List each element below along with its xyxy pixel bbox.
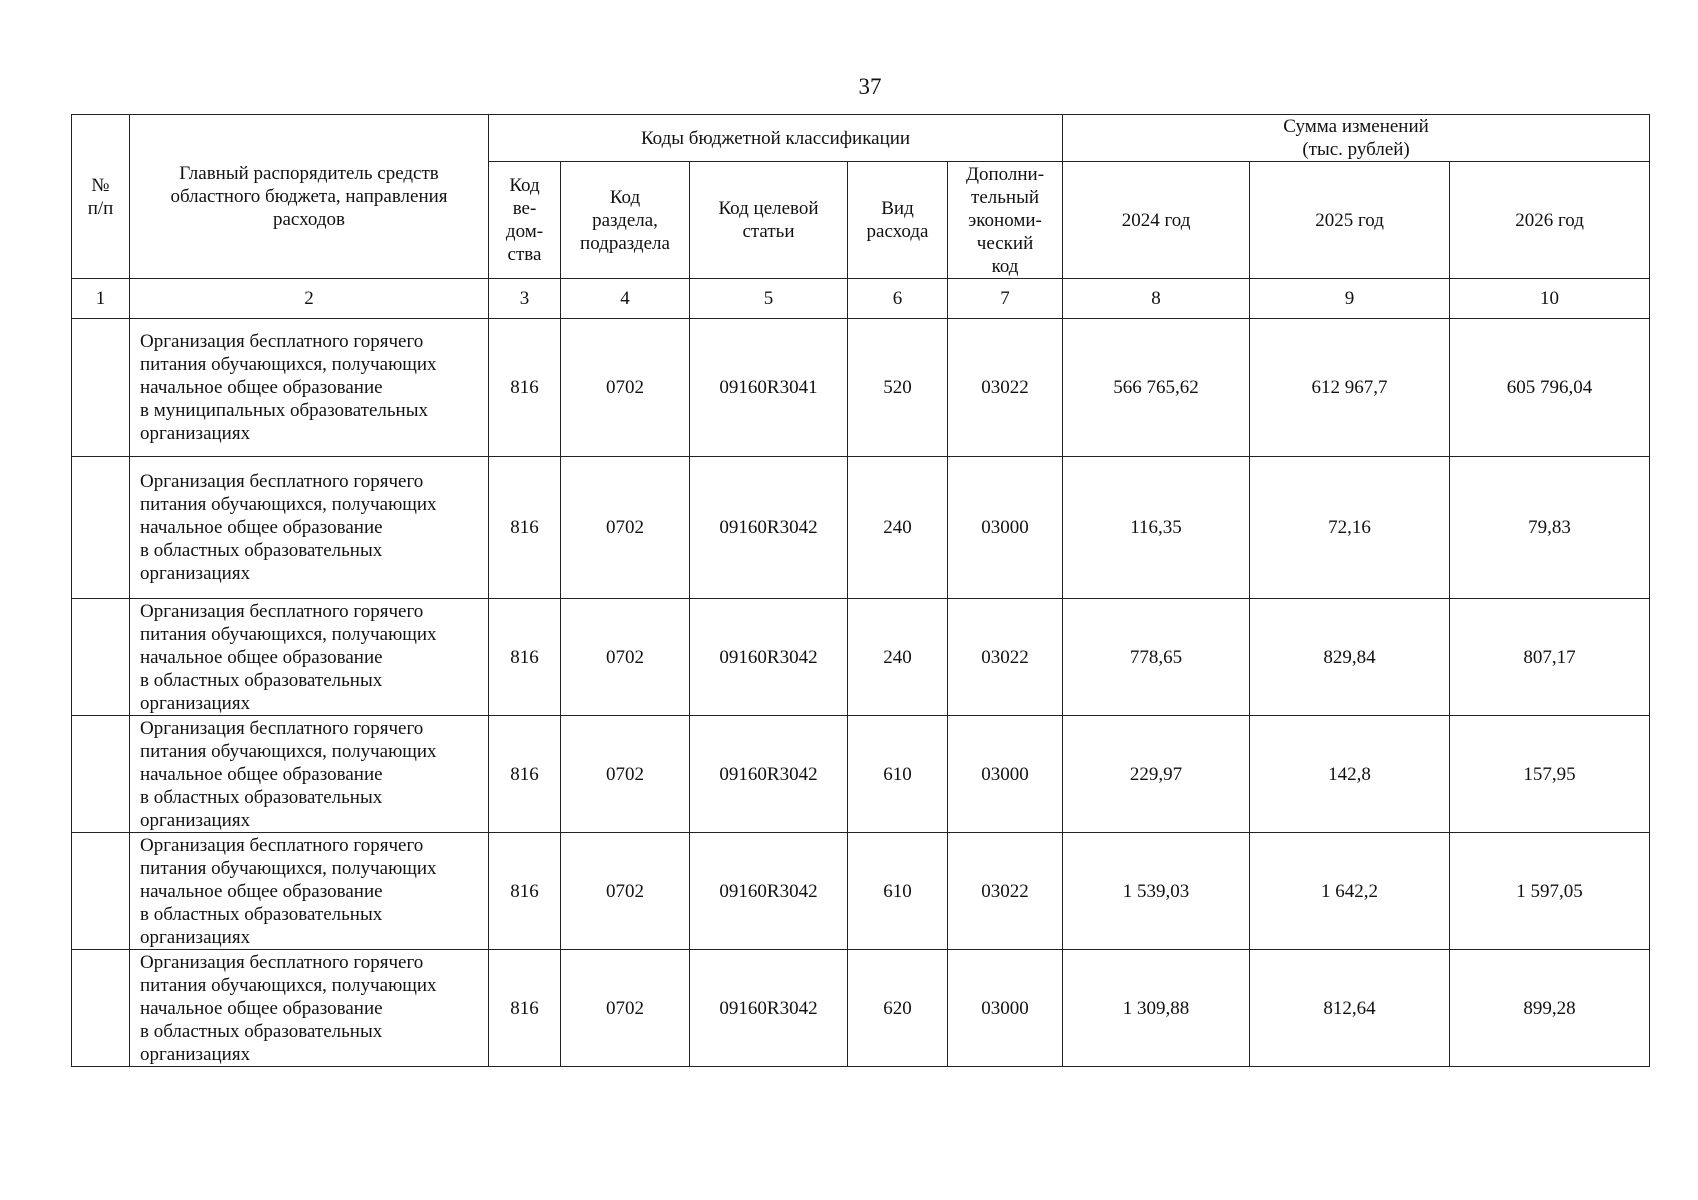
cell-expense-type: 240 <box>848 457 948 599</box>
header-no: № п/п <box>72 115 130 279</box>
cell-row-number <box>72 319 130 457</box>
description-line: в областных образовательных <box>140 1020 383 1042</box>
cell-target-code: 09160R3042 <box>690 599 848 716</box>
table-row <box>72 716 1650 833</box>
header-year-2026: 2026 год <box>1450 162 1650 279</box>
column-number: 3 <box>489 279 561 319</box>
cell-target-code: 09160R3042 <box>690 833 848 950</box>
cell-row-number <box>72 950 130 1067</box>
cell-expense-type: 610 <box>848 833 948 950</box>
description-line: в областных образовательных <box>140 669 383 691</box>
cell-section-code: 0702 <box>561 833 690 950</box>
cell-sum-2024: 229,97 <box>1063 716 1250 833</box>
cell-sum-2025: 142,8 <box>1250 716 1450 833</box>
cell-section-code: 0702 <box>561 599 690 716</box>
description-line: в областных образовательных <box>140 540 383 561</box>
description-line: организациях <box>140 926 251 948</box>
description-line: начальное общее образование <box>140 517 383 538</box>
cell-target-code: 09160R3042 <box>690 457 848 599</box>
description-line: Организация бесплатного горячего <box>140 600 424 622</box>
column-number: 2 <box>130 279 489 319</box>
description-line: организациях <box>140 809 251 831</box>
table-body <box>72 319 1650 1067</box>
description-line: питания обучающихся, получающих <box>140 974 437 996</box>
description-line: Организация бесплатного горячего <box>140 331 424 352</box>
description-line: питания обучающихся, получающих <box>140 740 437 762</box>
description-line: начальное общее образование <box>140 377 383 398</box>
cell-target-code: 09160R3041 <box>690 319 848 457</box>
description-line: организациях <box>140 563 251 584</box>
header-distributor: Главный распорядитель средств областного бюджета, направления расходов <box>130 115 489 279</box>
cell-sum-2025: 1 642,2 <box>1250 833 1450 950</box>
description-line: питания обучающихся, получающих <box>140 857 437 879</box>
table-row <box>72 950 1650 1067</box>
cell-description <box>130 950 489 1067</box>
cell-sum-2024: 1 539,03 <box>1063 833 1250 950</box>
cell-sum-2025: 812,64 <box>1250 950 1450 1067</box>
cell-description <box>130 457 489 599</box>
description-line: в областных образовательных <box>140 903 383 925</box>
cell-sum-2026: 605 796,04 <box>1450 319 1650 457</box>
cell-description <box>130 716 489 833</box>
cell-dept-code: 816 <box>489 457 561 599</box>
cell-description <box>130 319 489 457</box>
description-line: питания обучающихся, получающих <box>140 354 437 375</box>
description-line: питания обучающихся, получающих <box>140 494 437 515</box>
header-econ-code: Дополни- тельный экономи- ческий код <box>948 162 1063 279</box>
cell-section-code: 0702 <box>561 716 690 833</box>
cell-dept-code: 816 <box>489 319 561 457</box>
description-line: Организация бесплатного горячего <box>140 951 424 973</box>
cell-target-code: 09160R3042 <box>690 716 848 833</box>
cell-target-code: 09160R3042 <box>690 950 848 1067</box>
table-row <box>72 319 1650 457</box>
cell-econ-code: 03000 <box>948 716 1063 833</box>
cell-sum-2026: 79,83 <box>1450 457 1650 599</box>
column-number: 6 <box>848 279 948 319</box>
cell-row-number <box>72 716 130 833</box>
cell-description <box>130 833 489 950</box>
cell-sum-2026: 807,17 <box>1450 599 1650 716</box>
cell-sum-2024: 778,65 <box>1063 599 1250 716</box>
cell-sum-2025: 612 967,7 <box>1250 319 1450 457</box>
table-row <box>72 457 1650 599</box>
cell-description <box>130 599 489 716</box>
description-line: начальное общее образование <box>140 763 383 785</box>
description-line: начальное общее образование <box>140 880 383 902</box>
cell-dept-code: 816 <box>489 716 561 833</box>
header-codes-group: Коды бюджетной классификации <box>489 115 1063 162</box>
cell-expense-type: 620 <box>848 950 948 1067</box>
column-number: 7 <box>948 279 1063 319</box>
cell-expense-type: 520 <box>848 319 948 457</box>
description-line: организациях <box>140 692 251 714</box>
cell-econ-code: 03000 <box>948 457 1063 599</box>
description-line: начальное общее образование <box>140 997 383 1019</box>
table-row <box>72 833 1650 950</box>
cell-sum-2025: 72,16 <box>1250 457 1450 599</box>
description-line: начальное общее образование <box>140 646 383 668</box>
column-number: 10 <box>1450 279 1650 319</box>
description-line: Организация бесплатного горячего <box>140 471 424 492</box>
description-line: Организация бесплатного горячего <box>140 717 424 739</box>
column-number: 5 <box>690 279 848 319</box>
table-row <box>72 599 1650 716</box>
cell-row-number <box>72 457 130 599</box>
cell-econ-code: 03022 <box>948 833 1063 950</box>
cell-row-number <box>72 599 130 716</box>
header-year-2024: 2024 год <box>1063 162 1250 279</box>
column-number: 8 <box>1063 279 1250 319</box>
cell-sum-2024: 566 765,62 <box>1063 319 1250 457</box>
description-line: в муниципальных образовательных <box>140 400 428 421</box>
cell-dept-code: 816 <box>489 599 561 716</box>
description-line: Организация бесплатного горячего <box>140 834 424 856</box>
description-line: организациях <box>140 423 251 444</box>
cell-section-code: 0702 <box>561 950 690 1067</box>
description-line: в областных образовательных <box>140 786 383 808</box>
cell-sum-2026: 1 597,05 <box>1450 833 1650 950</box>
column-number-row <box>72 279 1650 319</box>
cell-econ-code: 03022 <box>948 599 1063 716</box>
cell-section-code: 0702 <box>561 457 690 599</box>
table-header <box>72 115 1650 319</box>
cell-dept-code: 816 <box>489 833 561 950</box>
column-number: 9 <box>1250 279 1450 319</box>
description-line: организациях <box>140 1043 251 1065</box>
cell-sum-2026: 899,28 <box>1450 950 1650 1067</box>
cell-sum-2026: 157,95 <box>1450 716 1650 833</box>
header-section-code: Код раздела, подраздела <box>561 162 690 279</box>
cell-row-number <box>72 833 130 950</box>
column-number: 4 <box>561 279 690 319</box>
cell-expense-type: 610 <box>848 716 948 833</box>
header-year-2025: 2025 год <box>1250 162 1450 279</box>
column-number: 1 <box>72 279 130 319</box>
page-number: 37 <box>858 74 882 99</box>
header-dept-code: Код ве- дом- ства <box>489 162 561 279</box>
cell-expense-type: 240 <box>848 599 948 716</box>
cell-dept-code: 816 <box>489 950 561 1067</box>
cell-econ-code: 03022 <box>948 319 1063 457</box>
cell-econ-code: 03000 <box>948 950 1063 1067</box>
cell-sum-2024: 116,35 <box>1063 457 1250 599</box>
header-sum-group: Сумма изменений (тыс. рублей) <box>1063 115 1650 162</box>
cell-section-code: 0702 <box>561 319 690 457</box>
budget-table <box>71 114 1650 1067</box>
header-target-code: Код целевой статьи <box>690 162 848 279</box>
cell-sum-2024: 1 309,88 <box>1063 950 1250 1067</box>
description-line: питания обучающихся, получающих <box>140 623 437 645</box>
cell-sum-2025: 829,84 <box>1250 599 1450 716</box>
header-expense-type: Вид расхода <box>848 162 948 279</box>
